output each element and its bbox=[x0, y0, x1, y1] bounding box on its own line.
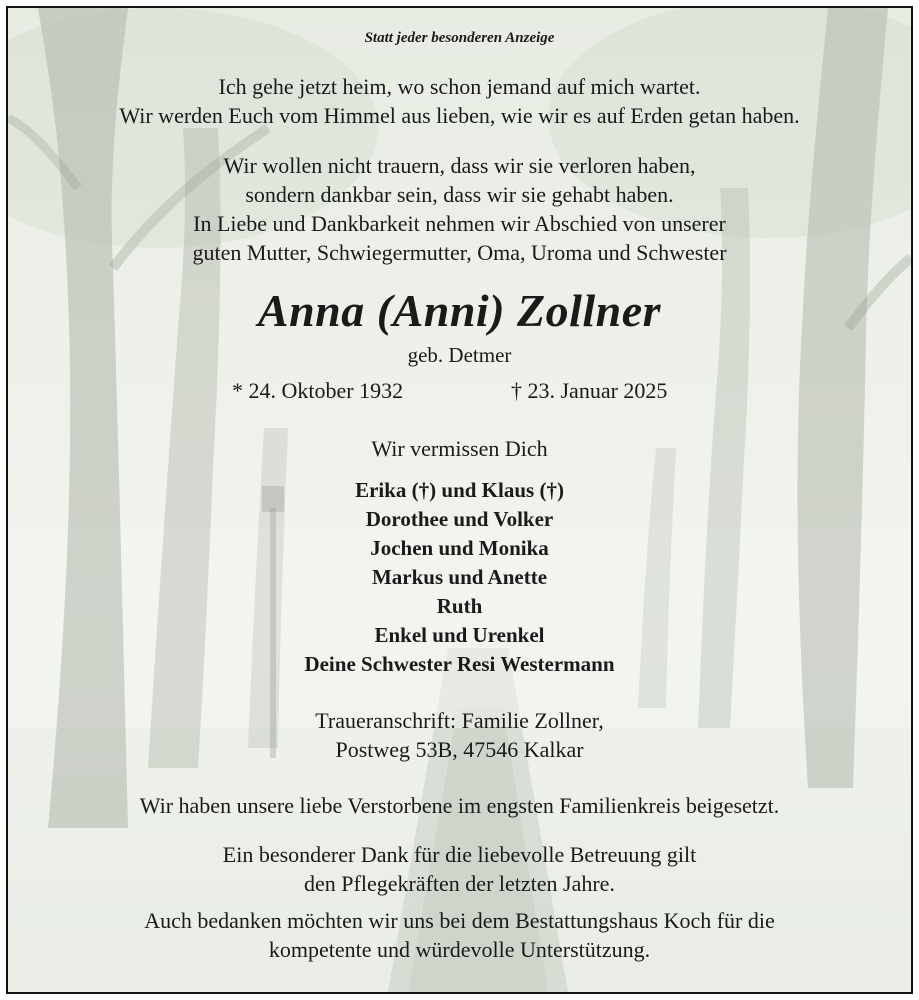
deceased-name: Anna (Anni) Zollner bbox=[257, 285, 662, 336]
address-line: Traueranschrift: Familie Zollner, bbox=[315, 708, 604, 733]
thanks-line: den Pflegekräften der letzten Jahre. bbox=[304, 871, 615, 896]
verse-line: Wir wollen nicht trauern, dass wir sie verloren haben, bbox=[223, 153, 696, 178]
thanks-line: Auch bedanken möchten wir uns bei dem Bestattungshaus Koch für die bbox=[144, 908, 775, 933]
family-member: Jochen und Monika bbox=[370, 536, 549, 560]
verse-line: sondern dankbar sein, dass wir sie gehabt haben. bbox=[245, 182, 674, 207]
family-member: Deine Schwester Resi Westermann bbox=[304, 652, 615, 676]
thanks-line: kompetente und würdevolle Unterstützung. bbox=[268, 937, 651, 962]
family-member: Enkel und Urenkel bbox=[374, 623, 545, 647]
family-member: Ruth bbox=[436, 594, 483, 618]
family-member: Markus und Anette bbox=[371, 565, 548, 589]
maiden-name: geb. Detmer bbox=[407, 343, 512, 367]
family-member: Dorothee und Volker bbox=[365, 507, 554, 531]
verse-line: Wir werden Euch vom Himmel aus lieben, wie wir es auf Erden getan haben. bbox=[119, 103, 800, 128]
thanks-line: Ein besonderer Dank für die liebevolle Betreuung gilt bbox=[222, 842, 697, 867]
burial-note: Wir haben unsere liebe Verstorbene im engsten Familienkreis beigesetzt. bbox=[139, 793, 780, 818]
obituary-frame bbox=[6, 6, 913, 994]
obituary-content bbox=[8, 8, 911, 992]
verse-line: Ich gehe jetzt heim, wo schon jemand auf mich wartet. bbox=[218, 74, 701, 99]
address-line: Postweg 53B, 47546 Kalkar bbox=[335, 737, 584, 762]
verse-line: guten Mutter, Schwiegermutter, Oma, Uroma und Schwester bbox=[192, 240, 727, 265]
death-date: † 23. Januar 2025 bbox=[511, 378, 668, 403]
life-dates bbox=[8, 378, 911, 408]
family-member: Erika (†) und Klaus (†) bbox=[355, 478, 564, 502]
birth-date: * 24. Oktober 1932 bbox=[232, 378, 404, 403]
miss-line: Wir vermissen Dich bbox=[371, 436, 548, 461]
announcement-note: Statt jeder besonderen Anzeige bbox=[364, 30, 555, 46]
verse-line: In Liebe und Dankbarkeit nehmen wir Abschied von unserer bbox=[193, 211, 726, 236]
